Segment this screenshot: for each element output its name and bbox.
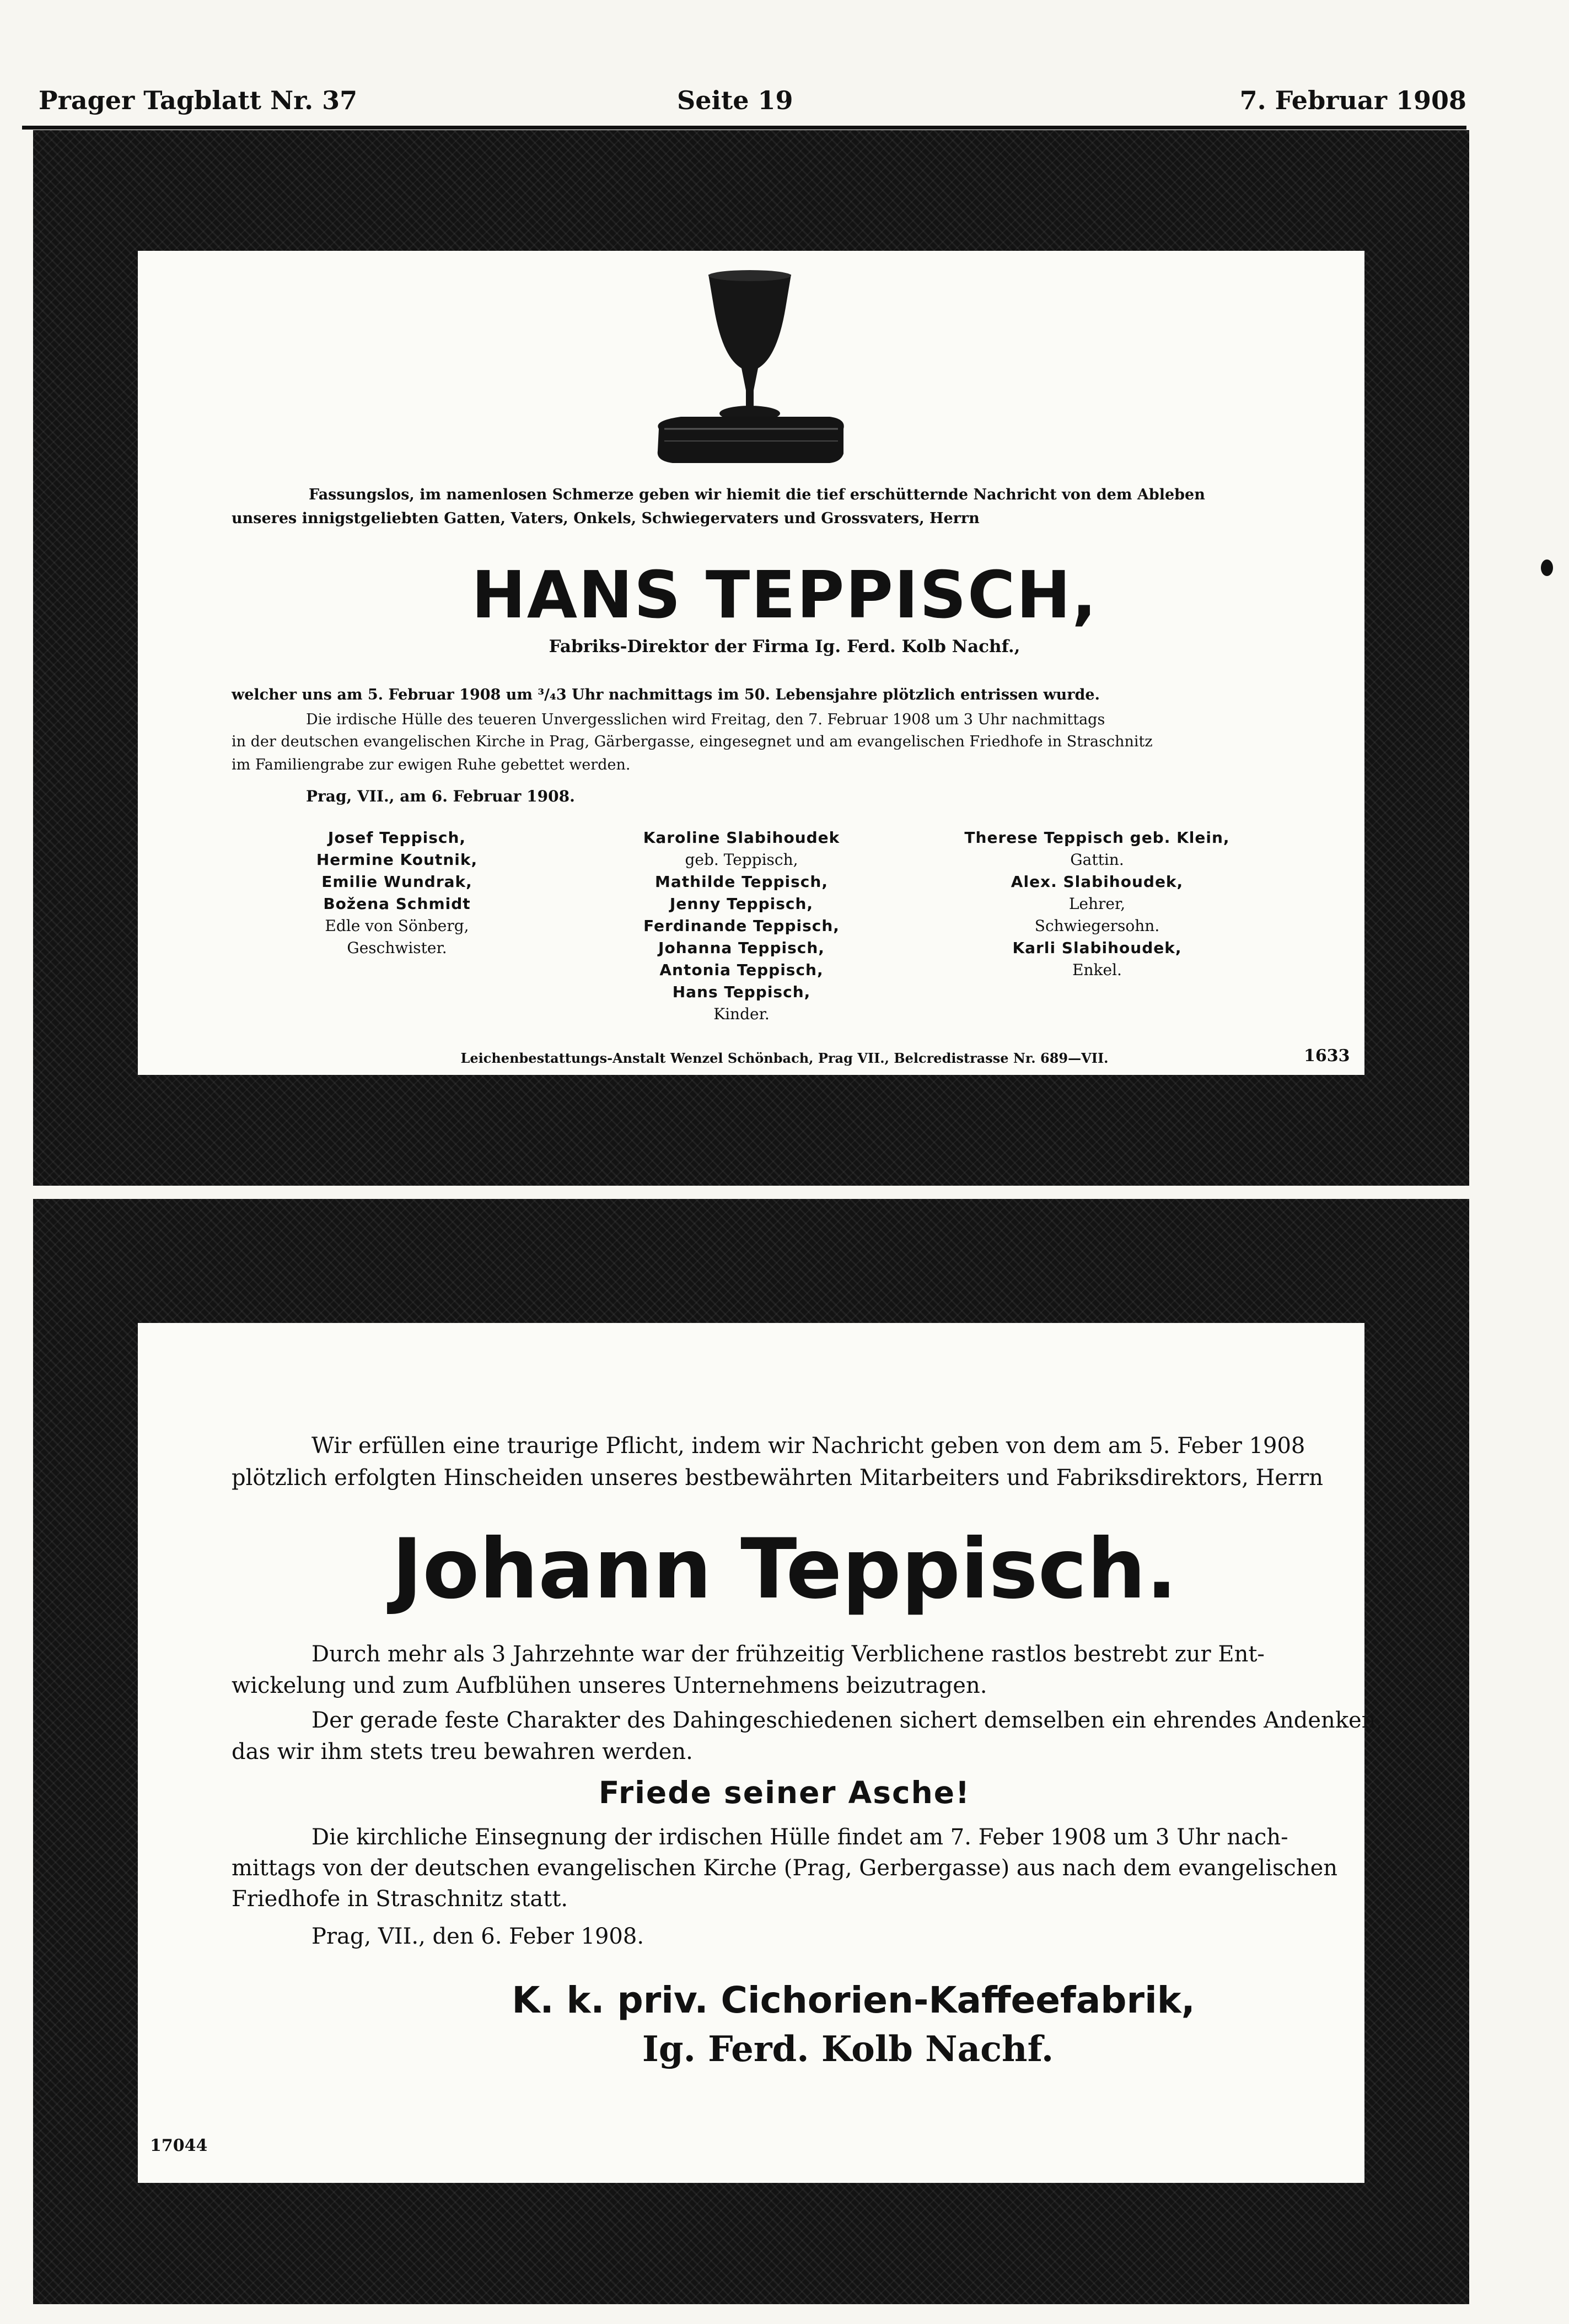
notice-1-funeral-line-1: Die irdische Hülle des teueren Unvergesslichen wird Freitag, den 7. Februar 1908 um 3 Uhr nachmittags bbox=[306, 711, 1105, 728]
mourner-maiden-name: geb. Teppisch, bbox=[685, 851, 798, 869]
notice-2-body-line-4: das wir ihm stets treu bewahren werden. bbox=[232, 1739, 693, 1764]
issue-date: 7. Februar 1908 bbox=[1239, 85, 1466, 115]
notice-2-place-date: Prag, VII., den 6. Feber 1908. bbox=[311, 1924, 644, 1949]
mourner-name: Hermine Koutnik, bbox=[316, 851, 478, 869]
mourner-relation: Kinder. bbox=[713, 1005, 770, 1023]
notice-2-deceased-name: Johann Teppisch. bbox=[391, 1521, 1178, 1617]
mourner-name: Karoline Slabihoudek bbox=[643, 829, 840, 847]
mourner-name: Alex. Slabihoudek, bbox=[1011, 873, 1184, 891]
notice-1-intro-line-2: unseres innigstgeliebten Gatten, Vaters, Onkels, Schwiegervaters und Grossvaters, Herrn bbox=[232, 510, 980, 527]
notice-2-reference-number: 17044 bbox=[150, 2136, 208, 2155]
newspaper-issue: Prager Tagblatt Nr. 37 bbox=[39, 85, 358, 115]
mourner-relation: Enkel. bbox=[1072, 961, 1122, 979]
notice-2-company-name: K. k. priv. Cichorien-Kaffeefabrik, bbox=[512, 1979, 1195, 2021]
page-number: Seite 19 bbox=[677, 85, 793, 115]
notice-2-body-line-2: wickelung und zum Aufblühen unseres Unternehmens beizutragen. bbox=[232, 1673, 987, 1698]
notice-2-body-line-1: Durch mehr als 3 Jahrzehnte war der frühzeitig Verblichene rastlos bestrebt zur Ent- bbox=[311, 1642, 1265, 1667]
notice-2-company-successor: Ig. Ferd. Kolb Nachf. bbox=[642, 2029, 1054, 2070]
mourner-name: Mathilde Teppisch, bbox=[655, 873, 828, 891]
notice-1-position: Fabriks-Direktor der Firma Ig. Ferd. Kolb Nachf., bbox=[549, 637, 1020, 657]
notice-2-body-line-3: Der gerade feste Charakter des Dahingeschiedenen sichert demselben ein ehrendes Andenken, bbox=[311, 1708, 1383, 1733]
mourners-children bbox=[609, 827, 874, 1025]
mourner-relation: Gattin. bbox=[1070, 851, 1124, 869]
mourners-family bbox=[926, 827, 1268, 981]
notice-2-peace-line: Friede seiner Asche! bbox=[598, 1775, 971, 1810]
mourners-siblings bbox=[287, 827, 507, 959]
notice-2-church-line-2: mittags von der deutschen evangelischen Kirche (Prag, Gerbergasse) aus nach dem evangelischen bbox=[232, 1855, 1338, 1881]
mourner-name: Božena Schmidt bbox=[323, 895, 471, 913]
page-header bbox=[33, 85, 1466, 124]
notice-2-intro-line-2: plötzlich erfolgten Hinscheiden unseres bestbewährten Mitarbeiters und Fabriksdirektors, Herrn bbox=[232, 1465, 1324, 1491]
mourner-name: Emilie Wundrak, bbox=[321, 873, 472, 891]
notice-1-funeral-line-2: in der deutschen evangelischen Kirche in Prag, Gärbergasse, eingesegnet und am evangelischen Friedhofe in Straschnitz bbox=[232, 733, 1153, 750]
margin-mark bbox=[1541, 560, 1553, 576]
cup-on-book-icon bbox=[648, 263, 852, 473]
mourner-name: Ferdinande Teppisch, bbox=[643, 917, 840, 935]
mourner-title: Edle von Sönberg, bbox=[325, 917, 469, 935]
header-rule bbox=[22, 126, 1466, 130]
mourner-name: Jenny Teppisch, bbox=[669, 895, 814, 913]
mourner-relation: Schwiegersohn. bbox=[1034, 917, 1160, 935]
notice-1-intro-line-1: Fassungslos, im namenlosen Schmerze geben wir hiemit die tief erschütternde Nachricht von dem Ableben bbox=[309, 486, 1205, 503]
mourner-name: Hans Teppisch, bbox=[672, 983, 811, 1001]
notice-2-church-line-1: Die kirchliche Einsegnung der irdischen Hülle findet am 7. Feber 1908 um 3 Uhr nach- bbox=[311, 1825, 1288, 1850]
mourner-name: Therese Teppisch geb. Klein, bbox=[964, 829, 1230, 847]
notice-1-reference-number: 1633 bbox=[1304, 1046, 1350, 1066]
mourner-name: Antonia Teppisch, bbox=[659, 961, 824, 979]
mourner-name: Josef Teppisch, bbox=[327, 829, 466, 847]
notice-1-deceased-name: HANS TEPPISCH, bbox=[471, 557, 1098, 633]
notice-1-funeral-line-3: im Familiengrabe zur ewigen Ruhe gebettet werden. bbox=[232, 756, 631, 773]
mourner-job: Lehrer, bbox=[1068, 895, 1126, 913]
mourner-name: Karli Slabihoudek, bbox=[1012, 939, 1182, 957]
notice-2-intro-line-1: Wir erfüllen eine traurige Pflicht, indem wir Nachricht geben von dem am 5. Feber 1908 bbox=[311, 1433, 1305, 1459]
notice-1-death-line: welcher uns am 5. Februar 1908 um ³/₄3 Uhr nachmittags im 50. Lebensjahre plötzlich entrissen wurde. bbox=[232, 686, 1100, 703]
mourner-name: Johanna Teppisch, bbox=[658, 939, 825, 957]
mourner-relation: Geschwister. bbox=[347, 939, 447, 957]
notice-2-church-line-3: Friedhofe in Straschnitz statt. bbox=[232, 1886, 568, 1912]
notice-1-place-date: Prag, VII., am 6. Februar 1908. bbox=[306, 787, 575, 805]
notice-1-undertaker: Leichenbestattungs-Anstalt Wenzel Schönbach, Prag VII., Belcredistrasse Nr. 689—VII. bbox=[460, 1050, 1109, 1066]
